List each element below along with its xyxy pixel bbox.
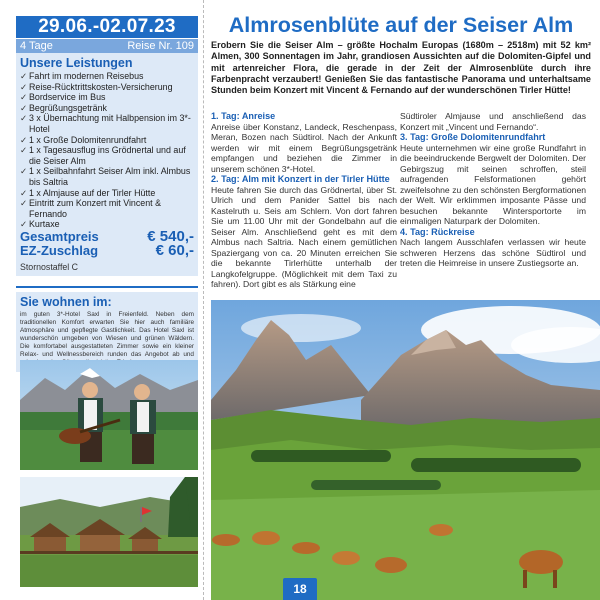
trip-duration: 4 Tage [20, 40, 53, 52]
services-list [20, 71, 194, 230]
day2-text: Heute fahren Sie durch das Grödnertal, über St. Ulrich und dem Panider Sattel bis nach Kastelruth u. Seis am Schlern. Von dort fahren Sie um 11.00 Uhr mit der Gondelbahn auf die Seiser Alm. Anschließend geht es mit dem Almbus nach Saltria. Nach einem gemütlichen Spaziergang von ca. 20 Minuten erreichen Sie die bekannte Tirlerhütte unterhalb der Langkofelgruppe. (Möglichkeit mit dem Taxi zu fahren). Dort gibt es als Stärkung eine [211, 184, 397, 290]
single-supplement-label: EZ-Zuschlag [20, 242, 99, 258]
day1-text: Anreise über Konstanz, Landeck, Reschenpass, Meran, Bozen nach Südtirol. Nach der Ankunft werden wir mit einem Begrüßungsgetränk empfangen und beziehen die Zimmer in unserem schönen 3*-Hotel. [211, 121, 397, 174]
itinerary-column-1 [211, 111, 397, 290]
day4-text: Nach langem Ausschlafen verlassen wir heute schweren Herzens das schöne Südtirol und treten die Heimreise in unsere Zustiegsorte an. [400, 237, 586, 269]
service-item: ✓ Fahrt im modernen Reisebus [20, 71, 194, 82]
service-item: ✓ 1 x Große Dolomitenrundfahrt [20, 135, 194, 146]
total-price-value: € 540,- [147, 227, 194, 245]
page-title: Almrosenblüte auf der Seiser Alm [228, 13, 574, 37]
section-divider [16, 286, 198, 288]
day3-text: Heute unternehmen wir eine große Rundfahrt in die beeindruckende Bergwelt der Dolomiten. Der Gebirgszug mit seinen schroffen, steil aufragenden Felsformationen gehört zweifelsohne zu den schönsten Bergformationen der Welt. Wir erklimmen imposante Pässe und besuchen bekannte Wintersportorte im einmaligen Naturpark der Dolomiten. [400, 142, 586, 227]
alm-landscape-photo [211, 300, 600, 600]
day2-heading: 2. Tag: Alm mit Konzert in der Tirler Hütte [211, 174, 390, 185]
services-heading: Unsere Leistungen [20, 56, 133, 70]
chalet-photo [20, 477, 198, 587]
itinerary-column-2 [400, 111, 586, 269]
trip-meta [16, 39, 198, 53]
service-item: ✓ Reise-Rücktrittskosten-Versicherung [20, 82, 194, 93]
total-price-label: Gesamtpreis [20, 228, 99, 244]
intro-text: Erobern Sie die Seiser Alm – größte Hochalm Europas (1680m – 2518m) mit 52 km² Almen, 300 Sonnentagen im Jahr, grandiosen Aussichten auf die Dolomiten-Gipfel und mit artenreicher Flora, die gerade in der Zeit der Almrosenblüte durch ihre Farbenpracht verzaubert! Genießen Sie das fantastische Panorama und unterhaltsame Stunden beim Konzert mit Vincent & Fernando auf der wunderschönen Tirler Hütte! [211, 40, 591, 96]
trip-number: Reise Nr. 109 [127, 40, 194, 52]
musicians-photo [20, 360, 198, 470]
service-item: ✓ Eintritt zum Konzert mit Vincent & Fernando [20, 198, 194, 219]
trip-dates: 29.06.-02.07.23 [16, 16, 198, 38]
cancellation-note: Stornostaffel C [20, 261, 79, 272]
column-separator [203, 0, 204, 600]
hotel-text: im guten 3*-Hotel Saxl in Freienfeld. Neben dem traditionellen Komfort erwarten Sie hier auch familiäre Atmosphäre und gepflegte Gastlichkeit. Das Hotel Saxl ist wunderschön umgeben von Wiesen und grünen Wäldern. Die komfortabel ausgestatteten Zimmer sowie ein kleiner Relax- und Wellnessbereich runden das Angebot ab und [20, 310, 194, 358]
day1-heading: 1. Tag: Anreise [211, 111, 276, 121]
service-item: ✓ 1 x Tagesausflug ins Grödnertal und auf die Seiser Alm [20, 145, 194, 166]
service-item: ✓ Begrüßungsgetränk [20, 103, 194, 114]
service-item: ✓ Kurtaxe [20, 219, 194, 230]
trip-sidebar [16, 16, 198, 372]
day3-heading: 3. Tag: Große Dolomitenrundfahrt [400, 132, 546, 142]
service-item: ✓ 1 x Almjause auf der Tirler Hütte [20, 188, 194, 199]
service-item: ✓ Bordservice im Bus [20, 92, 194, 103]
single-supplement-row [20, 241, 194, 259]
page-number: 18 [283, 578, 317, 600]
services-box [16, 53, 198, 276]
service-item: ✓ 3 x Übernachtung mit Halbpension im 3*-Hotel [20, 113, 194, 134]
day4-heading: 4. Tag: Rückreise [400, 226, 475, 237]
service-item: ✓ 1 x Seilbahnfahrt Seiser Alm inkl. Almbus bis Saltria [20, 166, 194, 187]
single-supplement-value: € 60,- [155, 241, 194, 259]
day2-text-continued: Südtiroler Almjause und anschließend das Konzert mit „Vincent und Fernando“. [400, 111, 586, 132]
hotel-heading: Sie wohnen im: [20, 294, 112, 309]
